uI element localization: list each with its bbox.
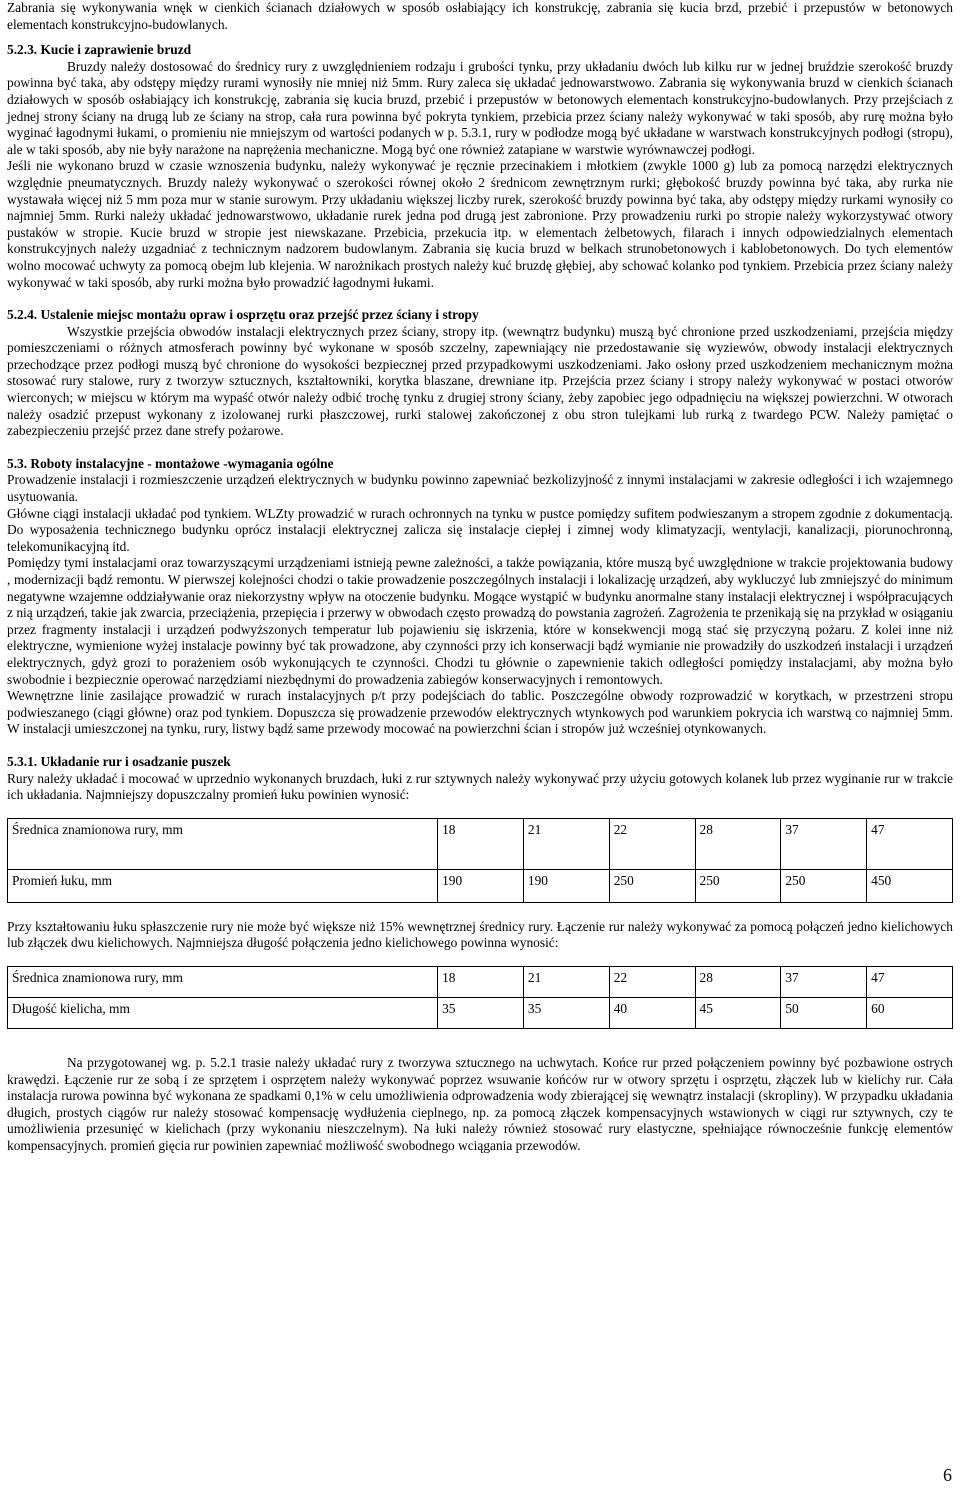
table-cell-label: Promień łuku, mm bbox=[8, 869, 438, 902]
table-cell: 28 bbox=[695, 818, 781, 869]
section-5-2-4-paragraph-1: Wszystkie przejścia obwodów instalacji elektrycznych przez ściany, stropy itp. (wewnątrz budynku) muszą być chronione przed uszkodzeniami, przejścia między pomieszczeniami o różnych atmosferach powinny być wykonane w sposób szczelny, zapewniający nie przedostawanie się wyziewów, obwody instalacji elektrycznych przechodzące przez podłogi muszą być chronione do wysokości bezpiecznej przed przypadkowymi uszkodzeniami. Jako osłony przed uszkodzeniem mechanicznym można stosować rury stalowe, rury z tworzyw sztucznych, kształtowniki, korytka blaszane, drewniane itp. Przejścia przez ściany i stropy należy wykonywać w postaci otworów wierconych; w miejscu w którym ma wypaść otwór należy odbić trochę tynku z drugiej strony ściany, żeby zapobiec jego odpadnięciu na większej powierzchni. W otworach należy osadzić przepust wykonany z izolowanej rurki płaszczowej, rurki stalowej zakończonej z obu stron tulejkami lub rurką z twardego PCW. Należy pamiętać o zabezpieczeniu przejść przez dane strefy pożarowe. bbox=[7, 323, 953, 439]
table-cell: 22 bbox=[609, 966, 695, 997]
table-cell: 190 bbox=[438, 869, 524, 902]
table-cell: 250 bbox=[781, 869, 867, 902]
table-cell: 22 bbox=[609, 818, 695, 869]
table-cell: 47 bbox=[867, 966, 953, 997]
section-5-3-paragraph-4: Wewnętrzne linie zasilające prowadzić w rurach instalacyjnych p/t przy podejściach do tablic. Poszczególne obwody rozprowadzić w korytkach, w przestrzeni stropu podwieszanego (ciągi główne) oraz pod tynkiem. Dopuszcza się prowadzenie przewodów elektrycznych wtynkowych pod warunkiem pokrycia ich warstwą co najmniej 5mm. W instalacji umieszczonej na tynku, rury, listwy bądź same przewody mocować na powierzchni ścian i stropów już wcześniej otynkowanych. bbox=[7, 688, 953, 737]
table-cell: 250 bbox=[695, 869, 781, 902]
section-5-2-4-heading: 5.2.4. Ustalenie miejsc montażu opraw i osprzętu oraz przejść przez ściany i stropy bbox=[7, 307, 479, 323]
table-cell: 37 bbox=[781, 966, 867, 997]
table-cell: 250 bbox=[609, 869, 695, 902]
table-cell-label: Długość kielicha, mm bbox=[8, 997, 438, 1028]
table-cell: 50 bbox=[781, 997, 867, 1028]
table-cell: 40 bbox=[609, 997, 695, 1028]
section-5-3-paragraph-3: Pomiędzy tymi instalacjami oraz towarzyszącymi urządzeniami istnieją pewne zależności, a także powiązania, które muszą być uwzględnione w trakcie projektowania budowy , modernizacji bądź remontu. W pierwszej kolejności chodzi o takie prowadzenie poszczególnych instalacji i lokalizację urządzeń, aby wykluczyć lub zmniejszyć do minimum negatywne wzajemne oddziaływanie oraz niekorzystny wpływ na otoczenie budynku. Mogące wystąpić w budynku anormalne stany instalacji elektrycznej i współpracujących z nią urządzeń, takie jak zwarcia, przeciążenia, przepięcia i przerwy w obwodach często prowadzą do powstania zagrożeń. Zagrożenia te przenikają się na przykład w osiąganiu przez fragmenty instalacji i urządzeń podwyższonych temperatur lub pojawieniu się iskrzenia, które w konsekwencji mogą stać się przyczyną pożaru. Z kolei inne niż elektryczne, wymienione wyżej instalacje powinny być tak prowadzone, aby czynności przy ich konserwacji bądź wymianie nie prowadziły do uszkodzeń instalacji i urządzeń elektrycznych, gdyż grozi to porażeniem osób wykonujących te czynności. Chodzi tu głównie o zapewnienie takich odległości pomiędzy instalacjami, aby można było swobodnie i bezpiecznie operować narzędziami niezbędnymi do prowadzenia zabiegów konserwacyjnych i remontowych. bbox=[7, 555, 953, 687]
section-5-3-1-paragraph-2: Przy kształtowaniu łuku spłaszczenie rury nie może być większe niż 15% wewnętrznej średnicy rury. Łączenie rur należy wykonywać za pomocą połączeń jedno kielichowych lub złączek dwu kielichowych. Najmniejsza długość połączenia jedno kielichowego powinna wynosić: bbox=[7, 918, 953, 951]
section-5-3-1-paragraph-1: Rury należy układać i mocować w uprzednio wykonanych bruzdach, łuki z rur sztywnych należy wykonywać przy użyciu gotowych kolanek lub przez wyginanie rur w trakcie ich układania. Najmniejszy dopuszczalny promień łuku powinien wynosić: bbox=[7, 770, 953, 803]
document-page bbox=[7, 0, 953, 1154]
section-5-3-1-heading: 5.3.1. Układanie rur i osadzanie puszek bbox=[7, 753, 231, 769]
section-5-2-3-paragraph-2: Jeśli nie wykonano bruzd w czasie wznoszenia budynku, należy wykonywać je ręcznie przecinakiem i młotkiem (zwykle 1000 g) lub za pomocą narzędzi elektrycznych względnie pneumatycznych. Bruzdy należy wykonywać o szerokości równej około 2 średnicom zewnętrznym rurki; głębokość bruzdy powinna być taka, aby rurka nie wystawała więcej niż 5 mm poza mur w stanie surowym. Przy układaniu większej liczby rurek, szerokość bruzdy powinna być taka, aby odstępy między rurkami wynosiły co najmniej 5mm. Rurki należy układać jednowarstwowo, układanie rurek jedna pod drugą jest zabronione. Przy prowadzeniu rurki po stropie należy wykorzystywać otwory pustaków w stropie. Kucie bruzd w stropie jest niewskazane. Przebicia, przekucia itp. w elementach żelbetowych, filarach i innych odpowiedzialnych elementach konstrukcyjnych należy uzgadniać z technicznym nadzorem budowlanym. Zabrania się kucia bruzd w belkach strunobetonowych i kablobetonowych. Do tych elementów wolno mocować uchwyty za pomocą obejm lub klejenia. W narożnikach prostych należy kuć bruzdę głębiej, aby schować kolanko pod tynkiem. Przebicia przez ściany należy wykonywać w taki sposób, aby rurki można było prowadzić łagodnymi łukami. bbox=[7, 158, 953, 290]
table-cell: 18 bbox=[438, 966, 524, 997]
section-5-3-paragraph-1: Prowadzenie instalacji i rozmieszczenie urządzeń elektrycznych w budynku powinno zapewniać bezkolizyjność z innymi instalacjami w zakresie odległości i ich wzajemnego usytuowania. bbox=[7, 472, 953, 505]
bend-radius-table bbox=[7, 818, 953, 903]
table-cell: 60 bbox=[867, 997, 953, 1028]
table-row bbox=[8, 997, 953, 1028]
table-row bbox=[8, 966, 953, 997]
table-cell: 35 bbox=[438, 997, 524, 1028]
section-5-2-3-heading: 5.2.3. Kucie i zaprawienie bruzd bbox=[7, 42, 192, 58]
table-cell: 18 bbox=[438, 818, 524, 869]
table-cell-label: Średnica znamionowa rury, mm bbox=[8, 818, 438, 869]
table-cell: 35 bbox=[523, 997, 609, 1028]
table-cell: 28 bbox=[695, 966, 781, 997]
table-cell: 45 bbox=[695, 997, 781, 1028]
table-cell-label: Średnica znamionowa rury, mm bbox=[8, 966, 438, 997]
page-number: 6 bbox=[943, 1465, 952, 1485]
table-cell: 21 bbox=[523, 966, 609, 997]
table-row bbox=[8, 869, 953, 902]
table-cell: 190 bbox=[523, 869, 609, 902]
section-5-3-1-paragraph-3: Na przygotowanej wg. p. 5.2.1 trasie należy układać rury z tworzywa sztucznego na uchwytach. Końce rur przed połączeniem powinny być pozbawione ostrych krawędzi. Łączenie rur ze sobą i ze sprzętem i osprzętem należy wykonywać poprzez wsuwanie końców rur w otwory sprzętu i osprzętu, złączek lub w kielichy rur. Cała instalacja rurowa powinna być wykonana ze spadkami 0,1% w celu umożliwienia odprowadzenia wody zbierającej się wewnątrz instalacji (skropliny). W przypadku układania długich, prostych ciągów rur należy stosować kompensację wydłużenia cieplnego, np. za pomocą złączek kompensacyjnych wstawionych w ciągi rur sztywnych, czy te umożliwienia przesunięć w kielichach (przy wykonaniu nieszczelnym). Na łuki należy również stosować rury elastyczne, spełniające równocześnie funkcję elementów kompensacyjnych. promień gięcia rur powinien zapewniać możliwość swobodnego wciągania przewodów. bbox=[7, 1054, 953, 1153]
table-cell: 47 bbox=[867, 818, 953, 869]
socket-length-table bbox=[7, 966, 953, 1029]
table-cell: 21 bbox=[523, 818, 609, 869]
section-5-3-heading: 5.3. Roboty instalacyjne - montażowe -wymagania ogólne bbox=[7, 455, 334, 471]
section-5-2-3-paragraph-1: Bruzdy należy dostosować do średnicy rury z uwzględnieniem rodzaju i grubości tynku, przy układaniu dwóch lub kilku rur w jednej bruździe szerokość bruzdy powinna być taka, aby odstępy między rurami wynosiły nie mniej niż 5mm. Rury zaleca się układać jednowarstwowo. Zabrania się wykonywania bruzd w cienkich ścianach działowych w sposób osłabiający ich konstrukcję, zabrania się kucia bruzd, przebić i przepustów w betonowych elementach konstrukcyjno-budowlanych. Przy przejściach z jednej strony ściany na drugą lub ze ściany na strop, cała rura powinna być pokryta tynkiem, przebicia przez ściany należy wykonywać w taki sposób, aby rurę można było wyginać łagodnymi łukami, o promieniu nie mniejszym od wartości podanych w p. 5.3.1, rury w podłodze mogą być układane w warstwach konstrukcyjnych podłogi (stropu), ale w taki sposób, aby nie były narażone na naprężenia mechaniczne. Mogą być one również zatapiane w warstwie wyrównawczej podłogi. bbox=[7, 58, 953, 157]
table-cell: 450 bbox=[867, 869, 953, 902]
table-row bbox=[8, 818, 953, 869]
intro-paragraph: Zabrania się wykonywania wnęk w cienkich ścianach działowych w sposób osłabiający ich konstrukcję, zabrania się kucia brzd, przebić i przepustów w betonowych elementach konstrukcyjno-budowlanych. bbox=[7, 0, 953, 32]
section-5-3-paragraph-2: Główne ciągi instalacji układać pod tynkiem. WLZty prowadzić w rurach ochronnych na tynku w pustce pomiędzy sufitem podwieszanym a stropem zgodnie z dokumentacją. Do wyposażenia technicznego budynku oprócz instalacji elektrycznej zalicza się instalacje ciepłej i zimnej wody klimatyzacji, wentylacji, kanalizacji, piorunochronną, telekomunikacyjną itd. bbox=[7, 505, 953, 554]
table-cell: 37 bbox=[781, 818, 867, 869]
